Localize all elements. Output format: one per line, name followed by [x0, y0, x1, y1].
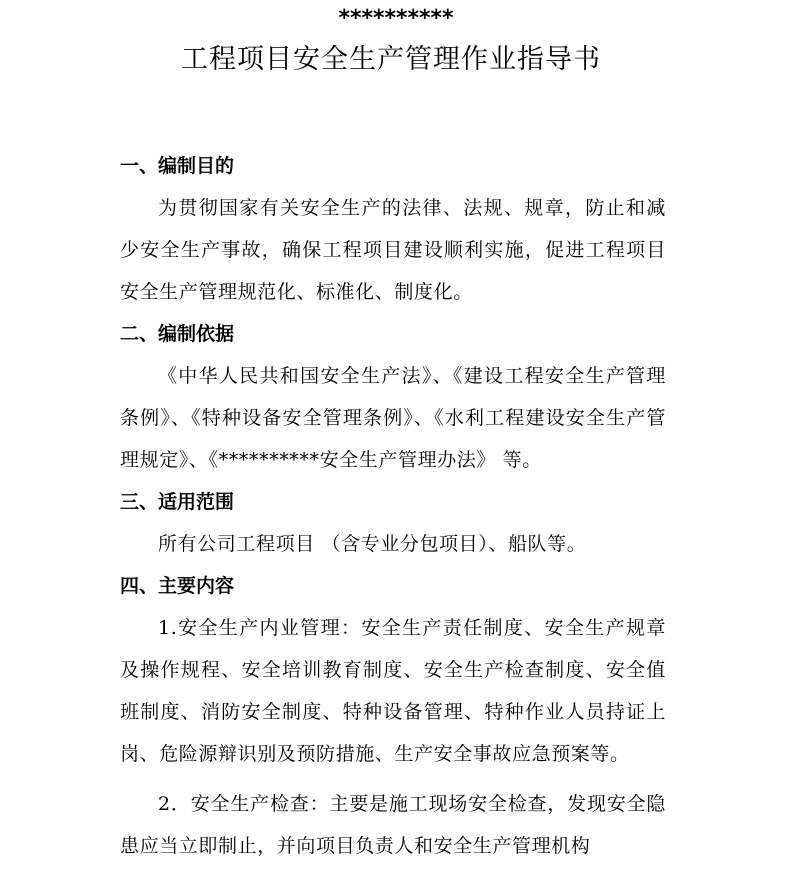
- document-top-mark: **********: [338, 6, 454, 31]
- section-paragraph-content-2: 2．安全生产检查：主要是施工现场安全检查，发现安全隐患应当立即制止，并向项目负责人和安全生产管理机构: [120, 793, 666, 857]
- section-heading-purpose: 一、编制目的: [120, 155, 235, 177]
- section-paragraph-content-1: 1.安全生产内业管理：安全生产责任制度、安全生产规章及操作规程、安全培训教育制度、安全生产检查制度、安全值班制度、消防安全制度、特种设备管理、特种作业人员持证上岗、危险源辩识别及预防措施、生产安全事故应急预案等。: [120, 617, 666, 765]
- document-body: [120, 145, 666, 867]
- section-paragraph-purpose: 为贯彻国家有关安全生产的法律、法规、规章，防止和减少安全生产事故，确保工程项目建设顺利实施，促进工程项目安全生产管理规范化、标准化、制度化。: [120, 197, 666, 303]
- paragraph-spacer: [120, 775, 666, 783]
- document-title: 工程项目安全生产管理作业指导书: [181, 44, 601, 75]
- section-paragraph-basis: 《中华人民共和国安全生产法》、《建设工程安全生产管理条例》、《特种设备安全管理条例》、《水利工程建设安全生产管理规定》、《**********安全生产管理办法》 等。: [120, 365, 666, 471]
- section-heading-content: 四、主要内容: [120, 575, 235, 597]
- section-heading-basis: 二、编制依据: [120, 323, 235, 345]
- section-heading-scope: 三、适用范围: [120, 491, 235, 513]
- section-paragraph-scope: 所有公司工程项目 （含专业分包项目）、船队等。: [158, 533, 587, 555]
